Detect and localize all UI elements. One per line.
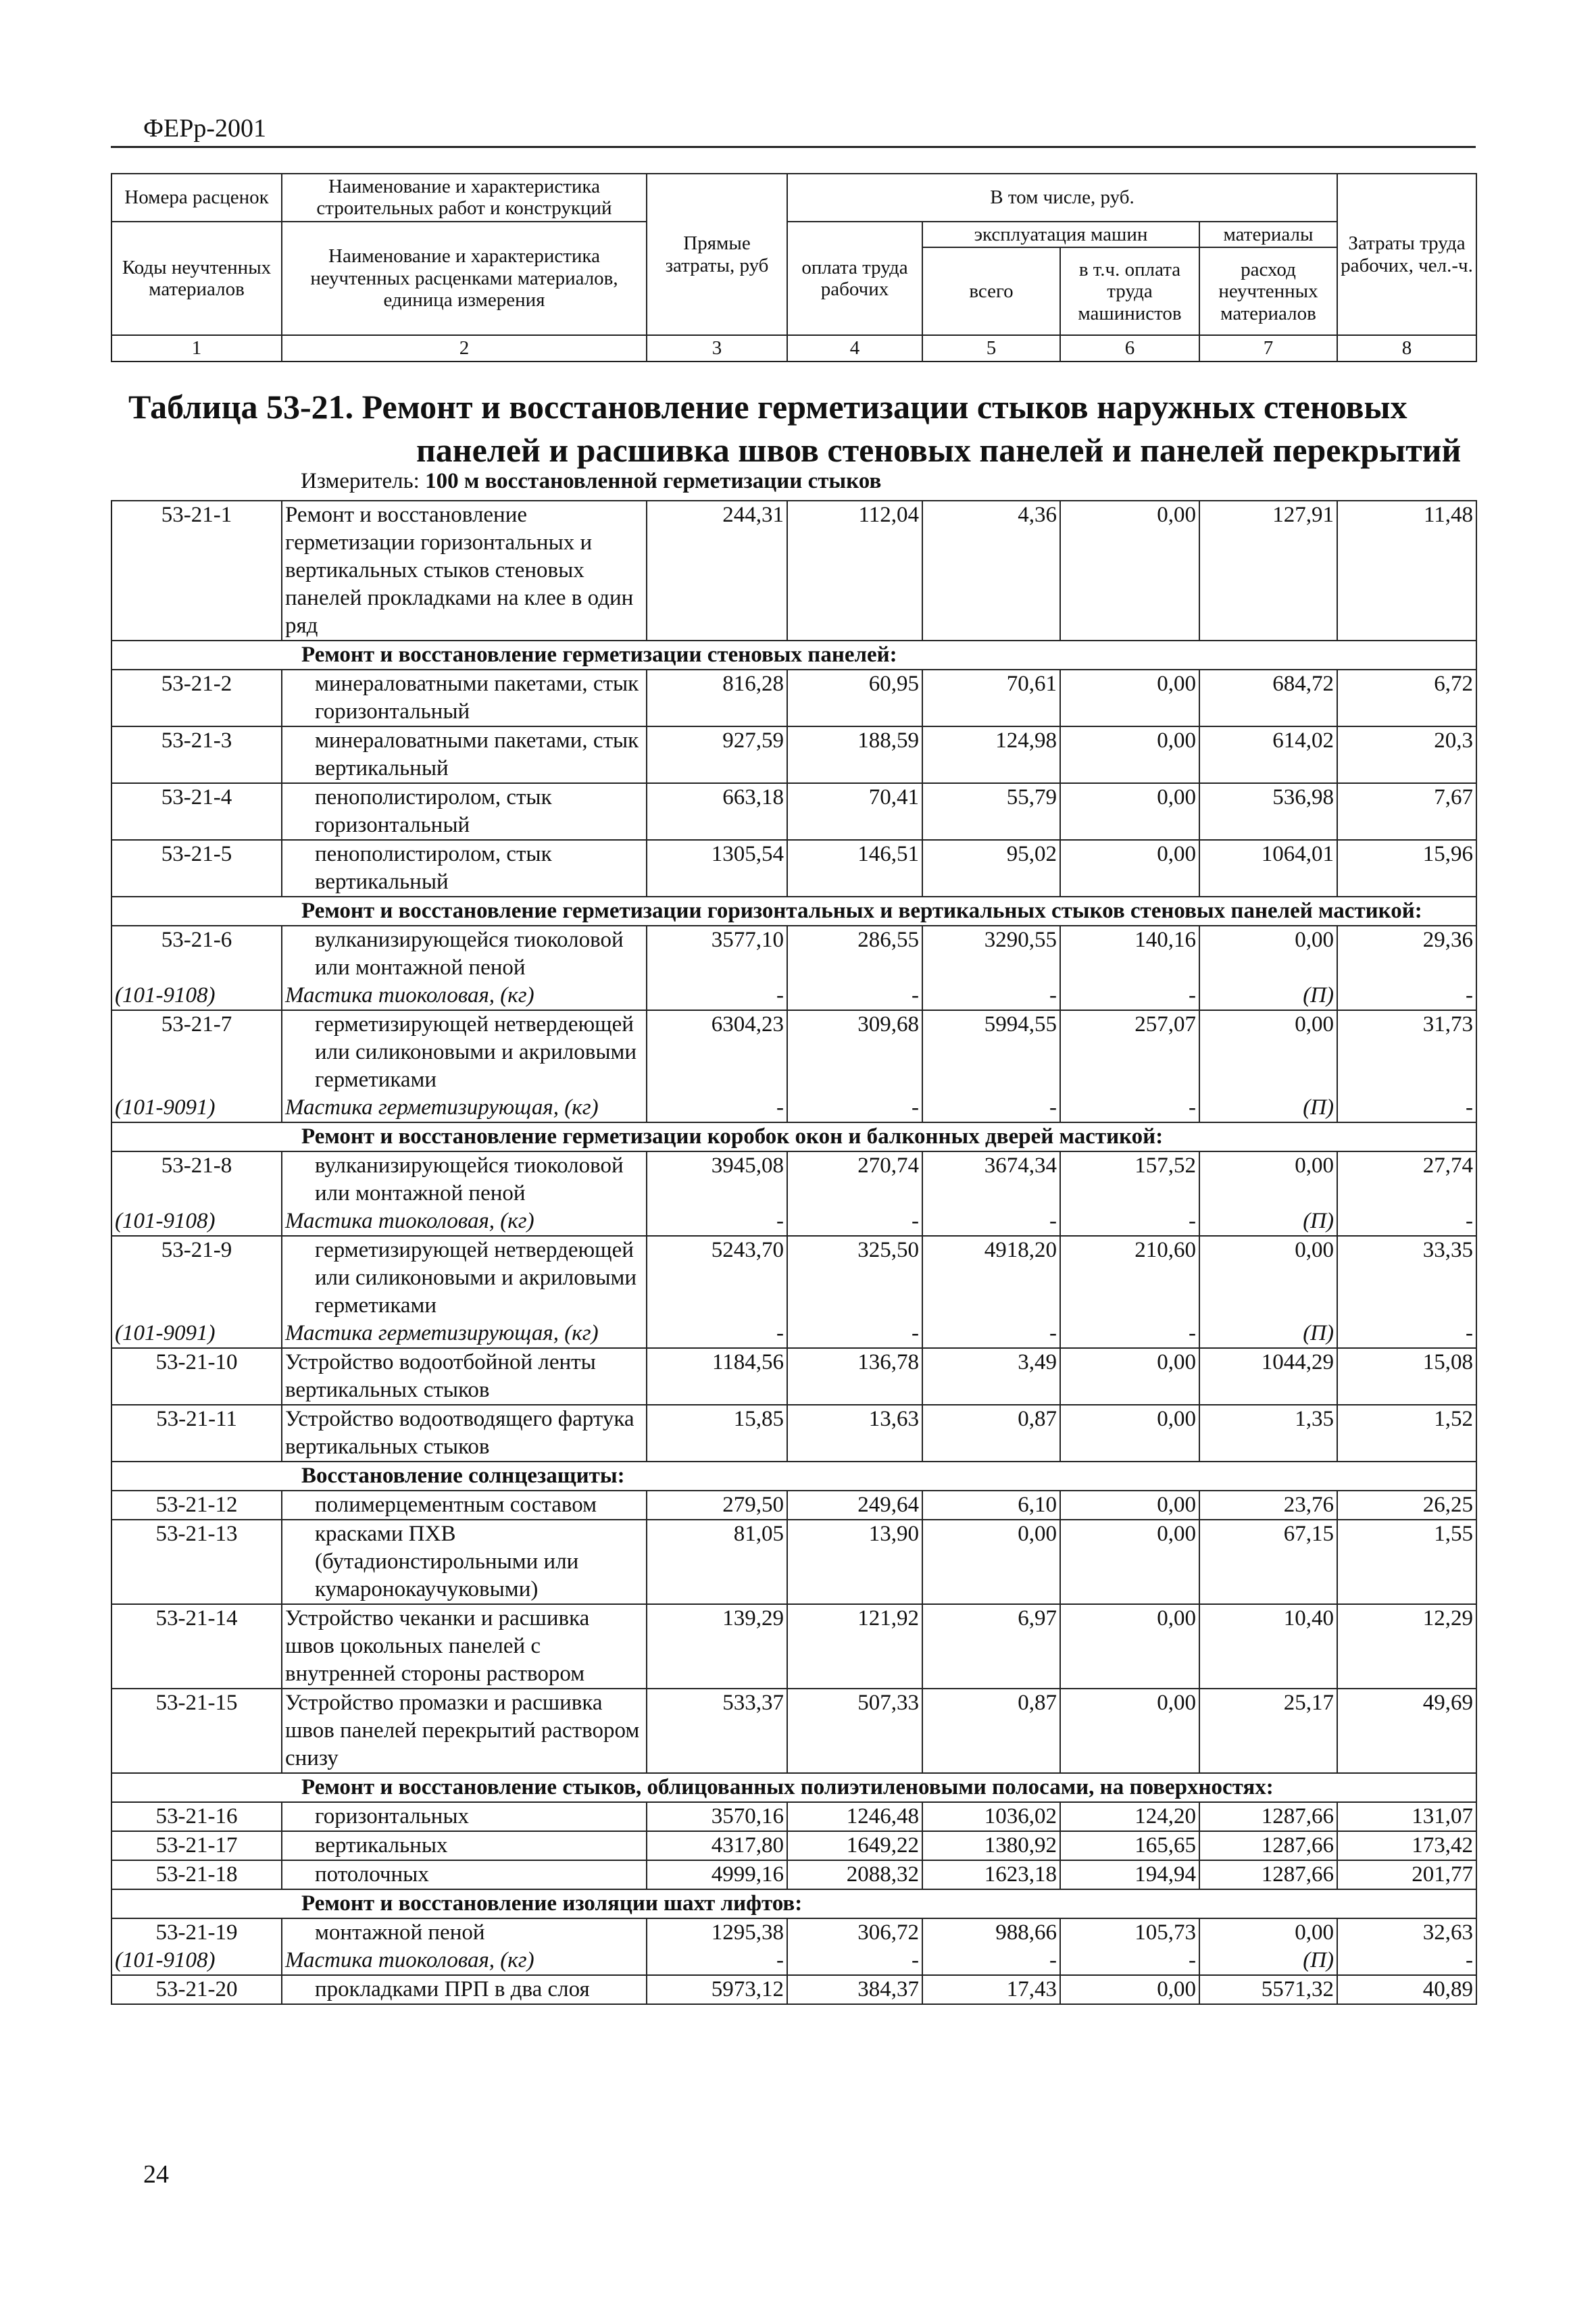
value-cell: 15,85 [647, 1405, 787, 1462]
rate-row [111, 840, 1476, 897]
value-cell: 15,08 [1337, 1348, 1476, 1405]
value-cell: 124,20 [1060, 1802, 1199, 1831]
rate-code: 53-21-14 [111, 1604, 282, 1689]
rate-code: 53-21-18 [111, 1860, 282, 1889]
rate-row [111, 1689, 1476, 1773]
rate-code: 53-21-4 [111, 783, 282, 840]
col-labor-pay: оплата труда рабочих [787, 222, 922, 335]
value-cell: 286,55 [787, 926, 922, 982]
rate-description: монтажной пеной [282, 1918, 647, 1947]
value-cell: 4317,80 [647, 1831, 787, 1860]
material-row [111, 1320, 1476, 1348]
value-cell: 33,35 [1337, 1236, 1476, 1320]
value-cell: 257,07 [1060, 1010, 1199, 1094]
value-cell: 2088,32 [787, 1860, 922, 1889]
value-cell: - [647, 1094, 787, 1122]
value-cell: 81,05 [647, 1520, 787, 1604]
value-cell: 0,00 [1060, 670, 1199, 726]
section-header-row [111, 1889, 1476, 1918]
value-cell: 6304,23 [647, 1010, 787, 1094]
value-cell: - [1337, 1320, 1476, 1348]
value-cell: 249,64 [787, 1491, 922, 1520]
value-cell: 0,00 [1060, 1689, 1199, 1773]
material-code: (101-9091) [111, 1320, 282, 1348]
value-cell: 131,07 [1337, 1802, 1476, 1831]
material-description: Мастика тиоколовая, (кг) [282, 982, 647, 1010]
value-cell: 31,73 [1337, 1010, 1476, 1094]
rate-code: 53-21-7 [111, 1010, 282, 1094]
value-cell: 5243,70 [647, 1236, 787, 1320]
value-cell: 536,98 [1199, 783, 1337, 840]
column-number: 2 [282, 335, 647, 361]
rate-code: 53-21-20 [111, 1975, 282, 2004]
col-direct: Прямые затраты, руб [647, 174, 787, 335]
rate-description: пенополистиролом, стык горизонтальный [282, 783, 647, 840]
value-cell: 3570,16 [647, 1802, 787, 1831]
rate-code: 53-21-15 [111, 1689, 282, 1773]
value-cell: - [787, 1947, 922, 1975]
value-cell: 55,79 [922, 783, 1060, 840]
rate-description: минераловатными пакетами, стык горизонтальный [282, 670, 647, 726]
value-cell: (П) [1199, 1320, 1337, 1348]
rate-description: Устройство промазки и расшивка швов панелей перекрытий раствором снизу [282, 1689, 647, 1773]
value-cell: 306,72 [787, 1918, 922, 1947]
value-cell: 157,52 [1060, 1151, 1199, 1208]
col-incl: В том числе, руб. [787, 174, 1337, 222]
value-cell: 1064,01 [1199, 840, 1337, 897]
value-cell: 0,00 [1060, 1348, 1199, 1405]
col-name-top: Наименование и характеристика строительных работ и конструкций [282, 174, 647, 222]
rate-description: минераловатными пакетами, стык вертикальный [282, 726, 647, 783]
column-number: 8 [1337, 335, 1476, 361]
material-row [111, 982, 1476, 1010]
value-cell: 4,36 [922, 501, 1060, 641]
rate-description: вулканизирующейся тиоколовой или монтажной пеной [282, 926, 647, 982]
value-cell: 0,00 [1199, 1918, 1337, 1947]
value-cell: 3945,08 [647, 1151, 787, 1208]
value-cell: 173,42 [1337, 1831, 1476, 1860]
value-cell: 1287,66 [1199, 1831, 1337, 1860]
value-cell: - [647, 1320, 787, 1348]
column-header-table [111, 173, 1477, 362]
value-cell: - [647, 1947, 787, 1975]
value-cell: 244,31 [647, 501, 787, 641]
value-cell: - [922, 1320, 1060, 1348]
measure-unit-value: 100 м восстановленной герметизации стыков [425, 469, 882, 493]
rate-row [111, 1860, 1476, 1889]
value-cell: 40,89 [1337, 1975, 1476, 2004]
value-cell: (П) [1199, 1094, 1337, 1122]
material-description: Мастика герметизирующая, (кг) [282, 1320, 647, 1348]
table-title-line2: панелей и расшивка швов стеновых панелей и панелей перекрытий [416, 431, 1462, 469]
value-cell: 136,78 [787, 1348, 922, 1405]
value-cell: 140,16 [1060, 926, 1199, 982]
section-header-row [111, 897, 1476, 926]
col-materials-spend: расход неучтенных материалов [1199, 247, 1337, 335]
material-description: Мастика герметизирующая, (кг) [282, 1094, 647, 1122]
material-code: (101-9091) [111, 1094, 282, 1122]
value-cell: (П) [1199, 1208, 1337, 1236]
value-cell: (П) [1199, 1947, 1337, 1975]
material-row [111, 1947, 1476, 1975]
rate-description: потолочных [282, 1860, 647, 1889]
value-cell: 1649,22 [787, 1831, 922, 1860]
rate-row [111, 1491, 1476, 1520]
value-cell: 1623,18 [922, 1860, 1060, 1889]
material-row [111, 1094, 1476, 1122]
rate-code: 53-21-10 [111, 1348, 282, 1405]
value-cell: 927,59 [647, 726, 787, 783]
rate-description: пенополистиролом, стык вертикальный [282, 840, 647, 897]
value-cell: 0,00 [1060, 1520, 1199, 1604]
rate-code: 53-21-11 [111, 1405, 282, 1462]
rate-code: 53-21-9 [111, 1236, 282, 1320]
value-cell: - [1060, 1320, 1199, 1348]
value-cell: 60,95 [787, 670, 922, 726]
value-cell: 13,90 [787, 1520, 922, 1604]
value-cell: 194,94 [1060, 1860, 1199, 1889]
value-cell: 70,41 [787, 783, 922, 840]
value-cell: 1,55 [1337, 1520, 1476, 1604]
value-cell: - [787, 1208, 922, 1236]
header-rule [111, 146, 1476, 148]
value-cell: 1246,48 [787, 1802, 922, 1831]
value-cell: 139,29 [647, 1604, 787, 1689]
value-cell: 1184,56 [647, 1348, 787, 1405]
value-cell: 507,33 [787, 1689, 922, 1773]
rate-code: 53-21-19 [111, 1918, 282, 1947]
value-cell: - [1060, 1094, 1199, 1122]
value-cell: 10,40 [1199, 1604, 1337, 1689]
rate-description: вертикальных [282, 1831, 647, 1860]
value-cell: 988,66 [922, 1918, 1060, 1947]
rate-code: 53-21-3 [111, 726, 282, 783]
rate-description: Ремонт и восстановление герметизации горизонтальных и вертикальных стыков стеновых панелей прокладками на клее в один ряд [282, 501, 647, 641]
section-header-row [111, 1462, 1476, 1491]
rate-row [111, 1831, 1476, 1860]
rate-row [111, 501, 1476, 641]
rate-description: вулканизирующейся тиоколовой или монтажной пеной [282, 1151, 647, 1208]
measure-unit [301, 469, 881, 494]
value-cell: 27,74 [1337, 1151, 1476, 1208]
section-header: Ремонт и восстановление изоляции шахт лифтов: [111, 1889, 1476, 1918]
value-cell: 0,00 [922, 1520, 1060, 1604]
value-cell: - [922, 982, 1060, 1010]
col-materials: материалы [1199, 222, 1337, 247]
value-cell: 1036,02 [922, 1802, 1060, 1831]
rate-description: Устройство водоотводящего фартука вертикальных стыков [282, 1405, 647, 1462]
value-cell: 29,36 [1337, 926, 1476, 982]
material-code: (101-9108) [111, 1947, 282, 1975]
rate-code: 53-21-12 [111, 1491, 282, 1520]
value-cell: - [1337, 1094, 1476, 1122]
material-code: (101-9108) [111, 1208, 282, 1236]
value-cell: 1305,54 [647, 840, 787, 897]
section-header: Ремонт и восстановление герметизации горизонтальных и вертикальных стыков стеновых панелей мастикой: [111, 897, 1476, 926]
value-cell: 17,43 [922, 1975, 1060, 2004]
rate-row [111, 1802, 1476, 1831]
value-cell: - [787, 1320, 922, 1348]
value-cell: 112,04 [787, 501, 922, 641]
value-cell: 13,63 [787, 1405, 922, 1462]
rate-row [111, 1348, 1476, 1405]
rate-row [111, 783, 1476, 840]
value-cell: 0,00 [1060, 501, 1199, 641]
value-cell: 210,60 [1060, 1236, 1199, 1320]
col-machines-driver: в т.ч. оплата труда машинистов [1060, 247, 1199, 335]
value-cell: 23,76 [1199, 1491, 1337, 1520]
value-cell: 3577,10 [647, 926, 787, 982]
value-cell: 3674,34 [922, 1151, 1060, 1208]
value-cell: 816,28 [647, 670, 787, 726]
section-header: Ремонт и восстановление герметизации коробок окон и балконных дверей мастикой: [111, 1122, 1476, 1151]
rate-code: 53-21-6 [111, 926, 282, 982]
measure-unit-label: Измеритель: [301, 469, 420, 493]
col-labor-cost: Затраты труда рабочих, чел.-ч. [1337, 174, 1476, 335]
value-cell: 1,35 [1199, 1405, 1337, 1462]
value-cell: - [922, 1208, 1060, 1236]
value-cell: 70,61 [922, 670, 1060, 726]
value-cell: - [1337, 1947, 1476, 1975]
value-cell: 6,97 [922, 1604, 1060, 1689]
table-title [128, 385, 1473, 472]
value-cell: 127,91 [1199, 501, 1337, 641]
value-cell: - [1337, 1208, 1476, 1236]
value-cell: 309,68 [787, 1010, 922, 1094]
section-header-row [111, 1773, 1476, 1802]
column-number: 1 [111, 335, 282, 361]
value-cell: 95,02 [922, 840, 1060, 897]
column-number: 7 [1199, 335, 1337, 361]
rate-row [111, 1010, 1476, 1094]
value-cell: 32,63 [1337, 1918, 1476, 1947]
value-cell: - [787, 1094, 922, 1122]
value-cell: - [1060, 1208, 1199, 1236]
value-cell: 3290,55 [922, 926, 1060, 982]
value-cell: 4999,16 [647, 1860, 787, 1889]
value-cell: 7,67 [1337, 783, 1476, 840]
table-title-line1: Таблица 53-21. Ремонт и восстановление герметизации стыков наружных стеновых [128, 388, 1407, 426]
rate-code: 53-21-17 [111, 1831, 282, 1860]
value-cell: 20,3 [1337, 726, 1476, 783]
value-cell: - [922, 1094, 1060, 1122]
col-machines: эксплуатация машин [922, 222, 1199, 247]
rate-row [111, 1405, 1476, 1462]
rate-row [111, 1604, 1476, 1689]
column-number: 6 [1060, 335, 1199, 361]
value-cell: 270,74 [787, 1151, 922, 1208]
value-cell: 0,00 [1060, 726, 1199, 783]
material-description: Мастика тиоколовая, (кг) [282, 1947, 647, 1975]
value-cell: 279,50 [647, 1491, 787, 1520]
value-cell: 165,65 [1060, 1831, 1199, 1860]
value-cell: 0,00 [1060, 1604, 1199, 1689]
value-cell: 663,18 [647, 783, 787, 840]
col-code-top: Номера расценок [111, 174, 282, 222]
value-cell: 121,92 [787, 1604, 922, 1689]
value-cell: 0,00 [1060, 783, 1199, 840]
value-cell: 201,77 [1337, 1860, 1476, 1889]
col-machines-total: всего [922, 247, 1060, 335]
section-header: Восстановление солнцезащиты: [111, 1462, 1476, 1491]
rate-description: герметизирующей нетвердеющей или силиконовыми и акриловыми герметиками [282, 1010, 647, 1094]
rate-description: горизонтальных [282, 1802, 647, 1831]
rate-row [111, 926, 1476, 982]
section-header: Ремонт и восстановление стыков, облицованных полиэтиленовыми полосами, на поверхностях: [111, 1773, 1476, 1802]
value-cell: - [787, 982, 922, 1010]
value-cell: (П) [1199, 982, 1337, 1010]
value-cell: 26,25 [1337, 1491, 1476, 1520]
value-cell: 49,69 [1337, 1689, 1476, 1773]
document-title: ФЕРр-2001 [143, 114, 267, 143]
rate-description: прокладками ПРП в два слоя [282, 1975, 647, 2004]
value-cell: - [1337, 982, 1476, 1010]
value-cell: 684,72 [1199, 670, 1337, 726]
value-cell: - [647, 1208, 787, 1236]
value-cell: 6,72 [1337, 670, 1476, 726]
value-cell: 0,00 [1199, 1236, 1337, 1320]
value-cell: 0,00 [1060, 1975, 1199, 2004]
rate-code: 53-21-1 [111, 501, 282, 641]
value-cell: 0,00 [1060, 1491, 1199, 1520]
rate-code: 53-21-13 [111, 1520, 282, 1604]
value-cell: 0,00 [1060, 1405, 1199, 1462]
value-cell: 188,59 [787, 726, 922, 783]
rate-row [111, 726, 1476, 783]
material-code: (101-9108) [111, 982, 282, 1010]
column-number: 5 [922, 335, 1060, 361]
section-header: Ремонт и восстановление герметизации стеновых панелей: [111, 641, 1476, 670]
value-cell: 1295,38 [647, 1918, 787, 1947]
value-cell: 146,51 [787, 840, 922, 897]
value-cell: 25,17 [1199, 1689, 1337, 1773]
rate-row [111, 1151, 1476, 1208]
rate-description: Устройство чеканки и расшивка швов цокольных панелей с внутренней стороны раствором [282, 1604, 647, 1689]
page-number: 24 [143, 2160, 169, 2189]
rates-table [111, 500, 1477, 2005]
value-cell: 1044,29 [1199, 1348, 1337, 1405]
value-cell: 614,02 [1199, 726, 1337, 783]
value-cell: 124,98 [922, 726, 1060, 783]
value-cell: 0,00 [1199, 1010, 1337, 1094]
value-cell: - [1060, 982, 1199, 1010]
value-cell: 5994,55 [922, 1010, 1060, 1094]
section-header-row [111, 1122, 1476, 1151]
rate-description: Устройство водоотбойной ленты вертикальных стыков [282, 1348, 647, 1405]
value-cell: - [922, 1947, 1060, 1975]
value-cell: 0,87 [922, 1405, 1060, 1462]
rate-description: красками ПХВ (бутадионстирольными или кумаронокаучуковыми) [282, 1520, 647, 1604]
value-cell: 5571,32 [1199, 1975, 1337, 2004]
value-cell: - [1060, 1947, 1199, 1975]
value-cell: 1287,66 [1199, 1860, 1337, 1889]
rate-row [111, 1975, 1476, 2004]
value-cell: 533,37 [647, 1689, 787, 1773]
column-number: 3 [647, 335, 787, 361]
value-cell: 0,87 [922, 1689, 1060, 1773]
value-cell: 15,96 [1337, 840, 1476, 897]
value-cell: 5973,12 [647, 1975, 787, 2004]
value-cell: 0,00 [1199, 926, 1337, 982]
col-code-bottom: Коды неучтенных материалов [111, 222, 282, 335]
value-cell: 1380,92 [922, 1831, 1060, 1860]
rate-description: герметизирующей нетвердеющей или силиконовыми и акриловыми герметиками [282, 1236, 647, 1320]
rate-description: полимерцементным составом [282, 1491, 647, 1520]
value-cell: 3,49 [922, 1348, 1060, 1405]
rate-row [111, 1520, 1476, 1604]
value-cell: 0,00 [1199, 1151, 1337, 1208]
value-cell: 4918,20 [922, 1236, 1060, 1320]
section-header-row [111, 641, 1476, 670]
rate-row [111, 1236, 1476, 1320]
rate-row [111, 1918, 1476, 1947]
material-row [111, 1208, 1476, 1236]
value-cell: 11,48 [1337, 501, 1476, 641]
column-number: 4 [787, 335, 922, 361]
value-cell: 1,52 [1337, 1405, 1476, 1462]
value-cell: 6,10 [922, 1491, 1060, 1520]
value-cell: 105,73 [1060, 1918, 1199, 1947]
rate-code: 53-21-8 [111, 1151, 282, 1208]
material-description: Мастика тиоколовая, (кг) [282, 1208, 647, 1236]
column-number-row [111, 335, 1476, 361]
value-cell: 12,29 [1337, 1604, 1476, 1689]
col-name-bottom: Наименование и характеристика неучтенных расценками материалов, единица измерения [282, 222, 647, 335]
rate-row [111, 670, 1476, 726]
value-cell: - [647, 982, 787, 1010]
rate-code: 53-21-2 [111, 670, 282, 726]
value-cell: 0,00 [1060, 840, 1199, 897]
value-cell: 325,50 [787, 1236, 922, 1320]
value-cell: 67,15 [1199, 1520, 1337, 1604]
value-cell: 1287,66 [1199, 1802, 1337, 1831]
rate-code: 53-21-5 [111, 840, 282, 897]
value-cell: 384,37 [787, 1975, 922, 2004]
rate-code: 53-21-16 [111, 1802, 282, 1831]
